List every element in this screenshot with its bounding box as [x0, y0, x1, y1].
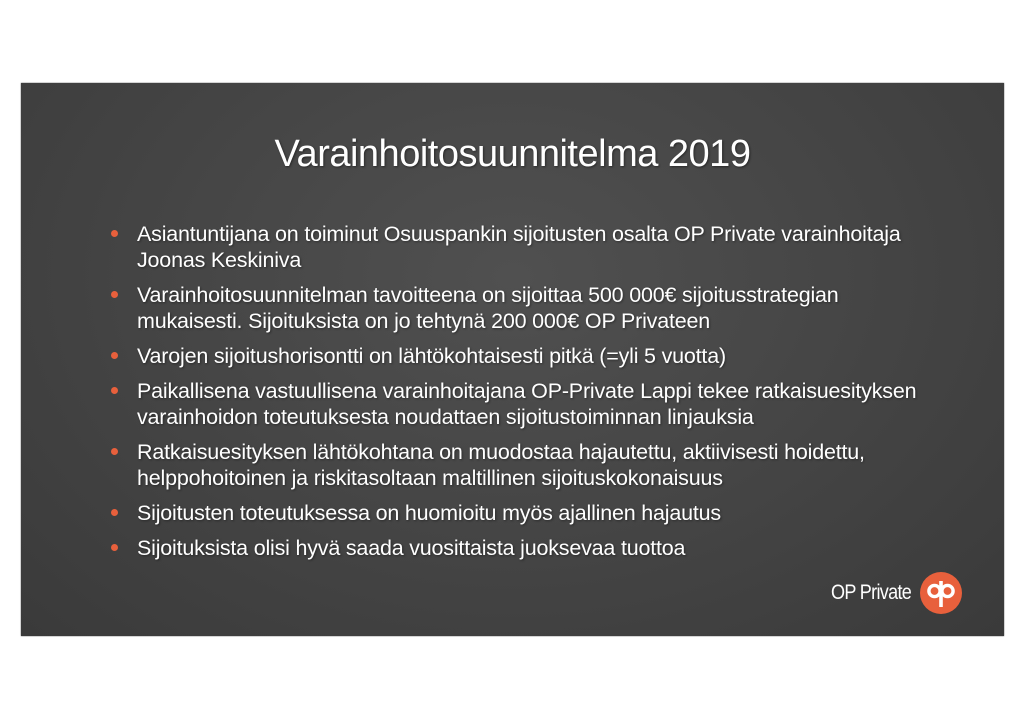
bullet-dot-icon — [111, 352, 118, 359]
bullet-dot-icon — [111, 387, 118, 394]
bullet-text: Asiantuntijana on toiminut Osuuspankin sijoitusten osalta OP Private varainhoitaja Joonas Keskiniva — [137, 222, 901, 272]
bullet-dot-icon — [111, 544, 118, 551]
slide — [21, 83, 1004, 636]
bullet-text: Sijoitusten toteutuksessa on huomioitu myös ajallinen hajautus — [137, 501, 721, 525]
bullet-dot-icon — [111, 509, 118, 516]
bullet-dot-icon — [111, 448, 118, 455]
bullet-item — [111, 343, 931, 369]
bullet-item — [111, 439, 931, 491]
slide-title: Varainhoitosuunnitelma 2019 — [274, 133, 751, 175]
bullet-list — [111, 221, 931, 570]
bullet-dot-icon — [111, 291, 118, 298]
bullet-text: Sijoituksista olisi hyvä saada vuosittaista juoksevaa tuottoa — [137, 536, 686, 560]
brand-lockup — [818, 571, 963, 615]
bullet-item — [111, 535, 931, 561]
op-logo-icon — [919, 571, 963, 615]
bullet-text: Ratkaisuesityksen lähtökohtana on muodostaa hajautettu, aktiivisesti hoidettu, helppohoitoinen ja riskitasoltaan maltillinen sijoituskokonaisuus — [137, 440, 865, 490]
bullet-text: Varojen sijoitushorisontti on lähtökohtaisesti pitkä (=yli 5 vuotta) — [137, 344, 726, 368]
bullet-item — [111, 221, 931, 273]
bullet-text: Paikallisena vastuullisena varainhoitajana OP-Private Lappi tekee ratkaisuesityksen varainhoidon toteutuksesta noudattaen sijoitustoiminnan linjauksia — [137, 379, 917, 429]
bullet-item — [111, 282, 931, 334]
bullet-item — [111, 378, 931, 430]
bullet-text: Varainhoitosuunnitelman tavoitteena on sijoittaa 500 000€ sijoitusstrategian mukaisesti. Sijoituksista on jo tehtynä 200 000€ OP Privateen — [137, 283, 839, 333]
brand-name: OP Private — [831, 581, 912, 604]
bullet-dot-icon — [111, 230, 118, 237]
bullet-item — [111, 500, 931, 526]
